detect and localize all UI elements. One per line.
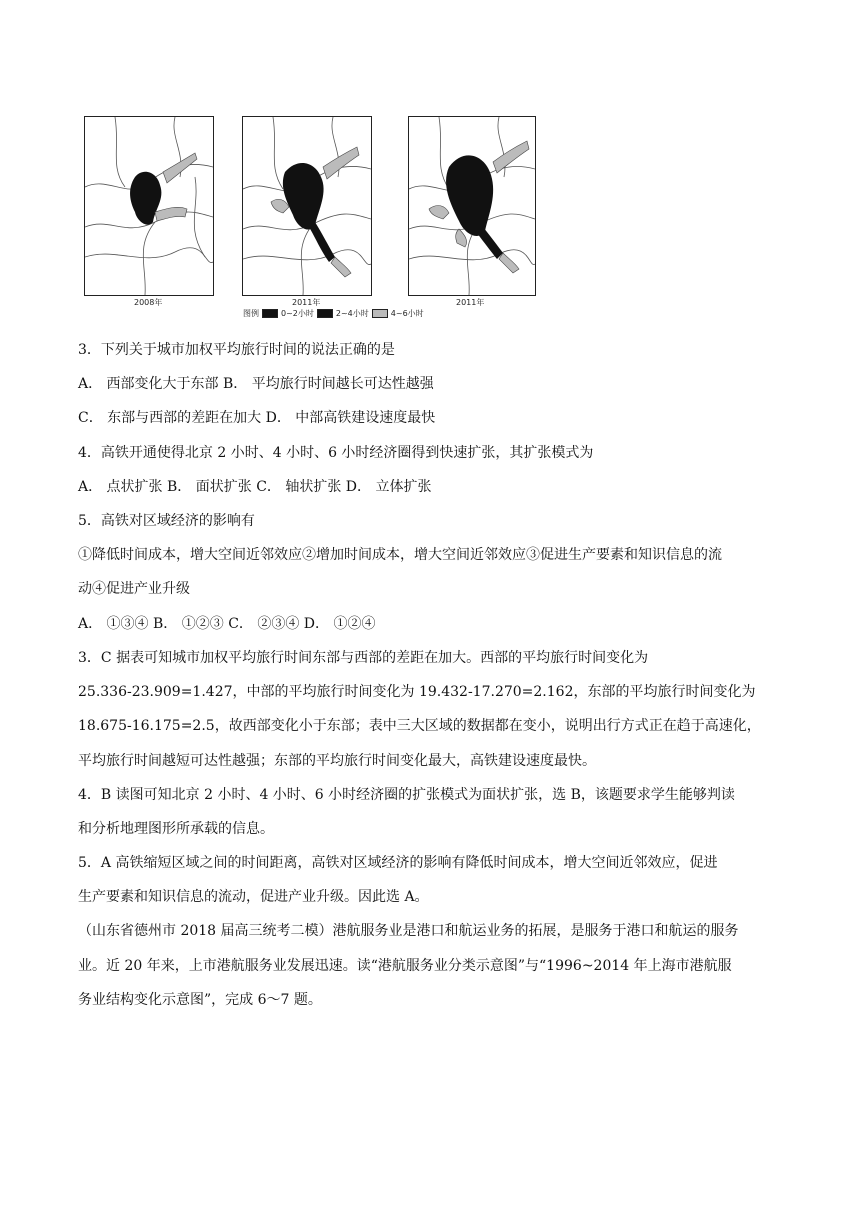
answer-3-line4: 平均旅行时间越短可达性越强；东部的平均旅行时间变化最大，高铁建设速度最快。 <box>78 753 596 769</box>
answer-5-line2: 生产要素和知识信息的流动，促进产业升级。因此选 A。 <box>78 889 429 905</box>
question-4-stem: 4．高铁开通使得北京 2 小时、4 小时、6 小时经济圈得到快速扩张，其扩张模式为 <box>78 445 594 461</box>
question-5-stem: 5．高铁对区域经济的影响有 <box>78 513 255 529</box>
map-2011-a <box>242 116 372 296</box>
map-legend <box>243 308 424 319</box>
answer-4-line1: 4．B 读图可知北京 2 小时、4 小时、6 小时经济圈的扩张模式为面状扩张，选 B，该题要求学生能够判读 <box>78 787 735 803</box>
map-2011-b <box>408 116 536 296</box>
question-4-options: A． 点状扩张 B． 面状扩张 C． 轴状扩张 D． 立体扩张 <box>78 479 432 495</box>
answer-3-line1: 3．C 据表可知城市加权平均旅行时间东部与西部的差距在加大。西部的平均旅行时间变化为 <box>78 650 649 666</box>
question-3-stem: 3．下列关于城市加权平均旅行时间的说法正确的是 <box>78 342 395 358</box>
legend-title: 图例 <box>243 309 259 318</box>
answer-3-line3: 18.675-16.175=2.5，故西部变化小于东部；表中三大区域的数据都在变小，说明出行方式正在趋于高速化， <box>78 718 761 734</box>
legend-item-4-6h: 4~6小时 <box>390 309 424 318</box>
question-3-options-cd: C． 东部与西部的差距在加大 D． 中部高铁建设速度最快 <box>78 410 436 426</box>
answer-4-line2: 和分析地理图形所承载的信息。 <box>78 821 274 837</box>
map-2008 <box>84 116 214 296</box>
map-caption-2011-a: 2011年 <box>292 298 321 307</box>
question-3-options-ab: A． 西部变化大于东部 B． 平均旅行时间越长可达性越强 <box>78 376 434 392</box>
map-2011-b-drawing <box>409 117 535 295</box>
question-5-statements-line1: ①降低时间成本，增大空间近邻效应②增加时间成本，增大空间近邻效应③促进生产要素和知识信息的流 <box>78 547 722 563</box>
map-caption-2008: 2008年 <box>134 298 163 307</box>
economic-circle-maps-figure <box>78 116 558 326</box>
legend-swatch-gray <box>372 309 388 318</box>
intro-6-7-line1: （山东省德州市 2018 届高三统考二模）港航服务业是港口和航运业务的拓展，是服务于港口和航运的服务 <box>78 923 739 939</box>
answer-5-line1: 5．A 高铁缩短区域之间的时间距离，高铁对区域经济的影响有降低时间成本，增大空间近邻效应，促进 <box>78 855 718 871</box>
legend-item-0-2h: 0~2小时 <box>281 309 314 318</box>
question-5-options: A． ①③④ B． ①②③ C． ②③④ D． ①②④ <box>78 616 376 632</box>
map-2008-drawing <box>85 117 213 295</box>
answer-3-line2: 25.336-23.909=1.427，中部的平均旅行时间变化为 19.432-17.270=2.162，东部的平均旅行时间变化为 <box>78 684 756 700</box>
legend-swatch-black <box>262 309 278 318</box>
map-2011-a-drawing <box>243 117 371 295</box>
map-caption-2011-b: 2011年 <box>456 298 485 307</box>
legend-item-2-4h: 2~4小时 <box>335 309 369 318</box>
intro-6-7-line2: 业。近 20 年来，上市港航服务业发展迅速。读“港航服务业分类示意图”与“1996~2014 年上海市港航服 <box>78 958 732 974</box>
question-5-statements-line2: 动④促进产业升级 <box>78 581 190 597</box>
intro-6-7-line3: 务业结构变化示意图”，完成 6～7 题。 <box>78 992 322 1008</box>
legend-swatch-dark <box>317 309 333 318</box>
